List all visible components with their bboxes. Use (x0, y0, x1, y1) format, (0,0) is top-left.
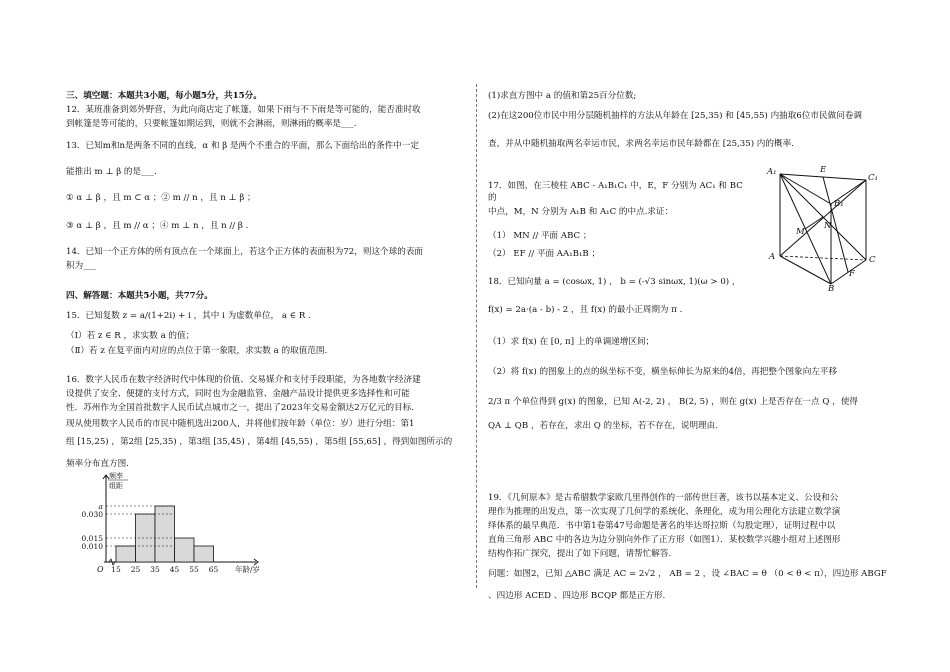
q13-line-1: 13．已知m和n是两条不同的直线，α 和 β 是两个不重合的平面，那么下面给出的条件中一定 (66, 141, 419, 151)
q13-line-2: 能推出 m ⊥ β 的是___. (66, 167, 157, 177)
q19-line-5: 结构作拓广探究，提出了如下问题，请帮忙解答. (488, 549, 672, 559)
section-4-title: 四、解答题：本题共5小题，共77分。 (66, 291, 213, 301)
q18-line-1: 18．已知向量 a = (cosωx, 1) ， b = (-√3 sinωx, 1)(ω > 0) ， (488, 277, 741, 287)
x-tick-label-15: 15 (111, 565, 121, 574)
q17-line-4: （2） EF // 平面 AA₁B₁B ； (488, 249, 601, 259)
label-B1: B₁ (834, 199, 844, 209)
y-tick-label-1: 0.030 (81, 510, 103, 519)
q15-line-1: 15．已知复数 z = a/(1+2i) + i ，其中 i 为虚数单位， a ∈ R . (66, 311, 311, 321)
q17-line-3: （1） MN // 平面 ABC ； (488, 231, 592, 241)
label-F: F (849, 269, 855, 279)
triangular-prism-figure (758, 162, 883, 292)
label-C: C (869, 255, 876, 265)
label-A: A (769, 252, 776, 262)
q16-line-1: 16．数字人民币在数字经济时代中体现的价值、交易媒介和支付手段职能，为各地数字经济建 (66, 375, 421, 385)
q18-line-3: （1）求 f(x) 在 [0, π] 上的单调递增区间； (488, 337, 655, 347)
segment-MN (805, 217, 823, 229)
q17-line-1: 17．如图，在三棱柱 ABC - A₁B₁C₁ 中，E，F 分别为 AC₁ 和 BC 的 (488, 181, 743, 203)
y-tick-label-3: 0.010 (81, 542, 103, 551)
label-M: M (796, 227, 805, 237)
right-column (488, 0, 886, 672)
q19-line-1: 19．《几何原本》是古希腊数学家欧几里得创作的一部传世巨著，该书以基本定义、公设和公 (488, 493, 839, 503)
edge-AC-hidden (780, 256, 866, 260)
histogram-bar-45-55 (175, 538, 195, 562)
edge-AB (780, 256, 831, 284)
q16-sub-2: (2)在这200位市民中用分层随机抽样的方法从年龄在 [25,35) 和 [45,55) 内抽取6位市民做问卷调 (488, 111, 862, 121)
q19-line-2: 理作为推理的出发点，第一次实现了几何学的系统化、条理化，成为用公理化方法建立数学演 (488, 507, 841, 517)
origin-label: O (97, 565, 104, 574)
label-B: B (828, 284, 835, 292)
left-column (66, 0, 464, 672)
x-axis-label: 年龄/岁 (234, 565, 260, 574)
q15-line-2: （Ⅰ）若 z ∈ R ，求实数 a 的值； (66, 331, 195, 341)
q18-line-6: QA ⊥ QB ，若存在，求出 Q 的坐标，若不存在，说明理由. (488, 421, 719, 431)
q18-line-5: 2/3 π 个单位得到 g(x) 的图象，已知 A(-2, 2) ， B(2, 5) ，则在 g(x) 上是否存在一点 Q ，使得 (488, 397, 858, 407)
q19-line-7: 、四边形 ACED 、四边形 BCQP 都是正方形. (488, 591, 666, 601)
q14-line-2: 积为___ (66, 261, 97, 271)
x-tick-label-35: 35 (150, 565, 160, 574)
histogram-bar-55-65 (194, 546, 214, 562)
x-tick-label-25: 25 (130, 565, 141, 574)
histogram-bar-15-25 (116, 546, 136, 562)
segment-AC1 (780, 180, 866, 256)
q16-line-2: 设提供了安全、便捷的支付方式，同时也为金融监管、金融产品设计提供更多选择性和可能 (66, 389, 410, 399)
label-A1: A₁ (767, 167, 777, 177)
label-C1: C₁ (868, 173, 878, 183)
q18-line-2: f(x) = 2a·(a - b) - 2 ，且 f(x) 的最小正周期为 π . (488, 305, 683, 315)
q15-line-3: （Ⅱ）若 z 在复平面内对应的点位于第一象限，求实数 a 的取值范围. (66, 346, 328, 356)
q17-line-2: 中点，M，N 分别为 A₁B 和 A₁C 的中点.求证： (488, 207, 674, 217)
q12-line-2: 到帐篷是等可能的，只要帐篷如期运到，则就不会淋雨，则淋雨的概率是___. (66, 119, 357, 129)
q19-line-6: 问题：如图2，已知 △ABC 满足 AC = 2√2 ， AB = 2 ，设 ∠BAC = θ （0 < θ < π），四边形 ABGF (488, 569, 887, 579)
q12-line-1: 12．某班准备到郊外野营，为此向商店定了帐篷，如果下雨与不下雨是等可能的，能否准时收 (66, 105, 421, 115)
x-tick-label-55: 55 (189, 565, 199, 574)
y-tick-label-2: 0.015 (81, 534, 103, 543)
q16-sub-1: (1)求直方图中 a 的值和第25百分位数; (488, 91, 637, 101)
q16-sub-2-cont: 查，并从中随机抽取两名幸运市民，求两名幸运市民年龄都在 [25,35) 内的概率. (488, 139, 794, 149)
label-N: N (824, 221, 832, 231)
q16-line-5: 组 [15,25) ，第2组 [25,35) ，第3组 [35,45) ，第4组 [45,55) ，第5组 [55,65] ，得到如图所示的 (66, 437, 453, 447)
q13-options-3-4: ③ α ⊥ β ，且 m // α ；④ m ⊥ n ，且 n // β . (66, 221, 249, 231)
q19-line-3: 绎体系的最早典范．书中第1卷第47号命题是著名的毕达哥拉斯（勾股定理），证明过程中以 (488, 521, 836, 531)
label-E: E (820, 165, 827, 175)
y-axis-label-bottom: 组距 (109, 482, 123, 490)
q19-line-4: 直角三角形 ABC 中的各边为边分别向外作了正方形（如图1）．某校数学兴趣小组对上述图形 (488, 535, 841, 545)
y-axis-label-top: 频率 (109, 472, 123, 480)
column-divider (476, 84, 477, 588)
q16-line-3: 性．苏州作为全国首批数字人民币试点城市之一，提出了2023年交易金额达2万亿元的目标. (66, 403, 415, 413)
q14-line-1: 14．已知一个正方体的所有顶点在一个球面上，若这个正方体的表面积为72，则这个球的表面 (66, 247, 424, 257)
frequency-histogram (74, 470, 274, 580)
section-3-title: 三、填空题：本题共3小题，每小题5分，共15分。 (66, 91, 262, 101)
q13-options-1-2: ① α ⊥ β ，且 m ⊂ α ；② m // n ，且 n ⊥ β ； (66, 193, 256, 203)
q18-line-4: （2）将 f(x) 的图象上的点的纵坐标不变，横坐标伸长为原来的4倍，再把整个图象向左平移 (488, 367, 838, 377)
x-tick-label-45: 45 (169, 565, 180, 574)
y-tick-label-0: a (98, 502, 103, 511)
histogram-bar-35-45 (155, 506, 175, 562)
q16-line-4: 现从使用数字人民币的市民中随机选出200人，并将他们按年龄（单位：岁）进行分组：第1 (66, 419, 415, 429)
x-tick-label-65: 65 (208, 565, 219, 574)
q16-line-6: 频率分布直方图. (66, 459, 129, 469)
